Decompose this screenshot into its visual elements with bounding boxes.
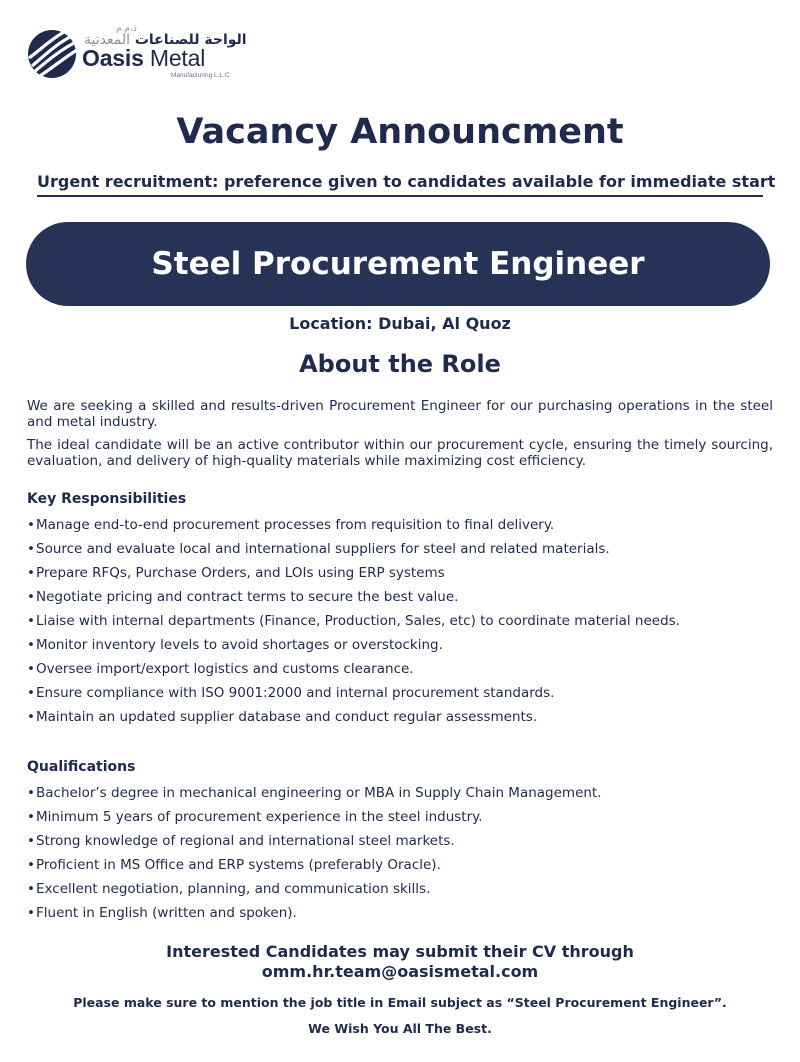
list-item: •Proficient in MS Office and ERP systems (preferably Oracle).: [27, 853, 773, 877]
bullet-icon: •: [27, 661, 35, 677]
list-item: •Excellent negotiation, planning, and communication skills.: [27, 877, 773, 901]
qualifications-heading: Qualifications: [27, 759, 136, 775]
list-item: •Source and evaluate local and international suppliers for steel and related materials.: [27, 537, 773, 561]
page-title: Vacancy Announcment: [176, 112, 624, 152]
logo-arabic-llc: ذ.م.م: [116, 24, 137, 34]
application-instructions: [0, 942, 800, 982]
list-item: •Negotiate pricing and contract terms to secure the best value.: [27, 585, 773, 609]
job-title-banner: [26, 222, 770, 306]
job-location: Location: Dubai, Al Quoz: [289, 314, 511, 333]
oasis-logo-icon: [26, 28, 78, 80]
bullet-icon: •: [27, 905, 35, 921]
bullet-icon: •: [27, 809, 35, 825]
logo-arabic-name: الواحة للصناعات المعدنية: [84, 32, 247, 48]
urgent-banner: Urgent recruitment: preference given to candidates available for immediate start: [37, 172, 763, 197]
bullet-icon: •: [27, 709, 35, 725]
bullet-icon: •: [27, 785, 35, 801]
responsibilities-heading: Key Responsibilities: [27, 491, 187, 507]
list-item: •Liaise with internal departments (Finance, Production, Sales, etc) to coordinate material needs.: [27, 609, 773, 633]
list-item: •Fluent in English (written and spoken).: [27, 901, 773, 925]
list-item: •Ensure compliance with ISO 9001:2000 and internal procurement standards.: [27, 681, 773, 705]
list-item: •Prepare RFQs, Purchase Orders, and LOIs using ERP systems: [27, 561, 773, 585]
bullet-icon: •: [27, 881, 35, 897]
bullet-icon: •: [27, 637, 35, 653]
contact-email[interactable]: omm.hr.team@oasismetal.com: [261, 962, 539, 981]
job-title: Steel Procurement Engineer: [151, 246, 645, 282]
list-item: •Bachelor’s degree in mechanical engineering or MBA in Supply Chain Management.: [27, 781, 773, 805]
list-item: •Maintain an updated supplier database and conduct regular assessments.: [27, 705, 773, 729]
bullet-icon: •: [27, 589, 35, 605]
company-logo: [26, 24, 256, 84]
qualifications-list: [27, 781, 773, 925]
bullet-icon: •: [27, 857, 35, 873]
subject-note: Please make sure to mention the job title in Email subject as “Steel Procurement Engineer”.: [73, 995, 727, 1010]
list-item: •Strong knowledge of regional and international steel markets.: [27, 829, 773, 853]
bullet-icon: •: [27, 685, 35, 701]
closing-line: We Wish You All The Best.: [308, 1021, 492, 1036]
bullet-icon: •: [27, 565, 35, 581]
bullet-icon: •: [27, 541, 35, 557]
list-item: •Oversee import/export logistics and customs clearance.: [27, 657, 773, 681]
about-paragraph: We are seeking a skilled and results-driven Procurement Engineer for our purchasing operations in the steel and metal industry.: [27, 398, 773, 430]
about-paragraph: The ideal candidate will be an active contributor within our procurement cycle, ensuring the timely sourcing, evaluation, and delivery of high-quality materials while maximizing cost efficiency.: [27, 437, 773, 469]
logo-subtitle: Manufacturing L.L.C: [171, 72, 230, 79]
bullet-icon: •: [27, 517, 35, 533]
list-item: •Minimum 5 years of procurement experience in the steel industry.: [27, 805, 773, 829]
list-item: •Monitor inventory levels to avoid shortages or overstocking.: [27, 633, 773, 657]
list-item: •Manage end-to-end procurement processes from requisition to final delivery.: [27, 513, 773, 537]
bullet-icon: •: [27, 613, 35, 629]
cta-line: Interested Candidates may submit their CV through: [166, 942, 634, 961]
about-heading: About the Role: [299, 350, 501, 378]
bullet-icon: •: [27, 833, 35, 849]
responsibilities-list: [27, 513, 773, 729]
job-description: [27, 398, 773, 925]
logo-wordmark: Oasis Metal: [82, 45, 206, 71]
